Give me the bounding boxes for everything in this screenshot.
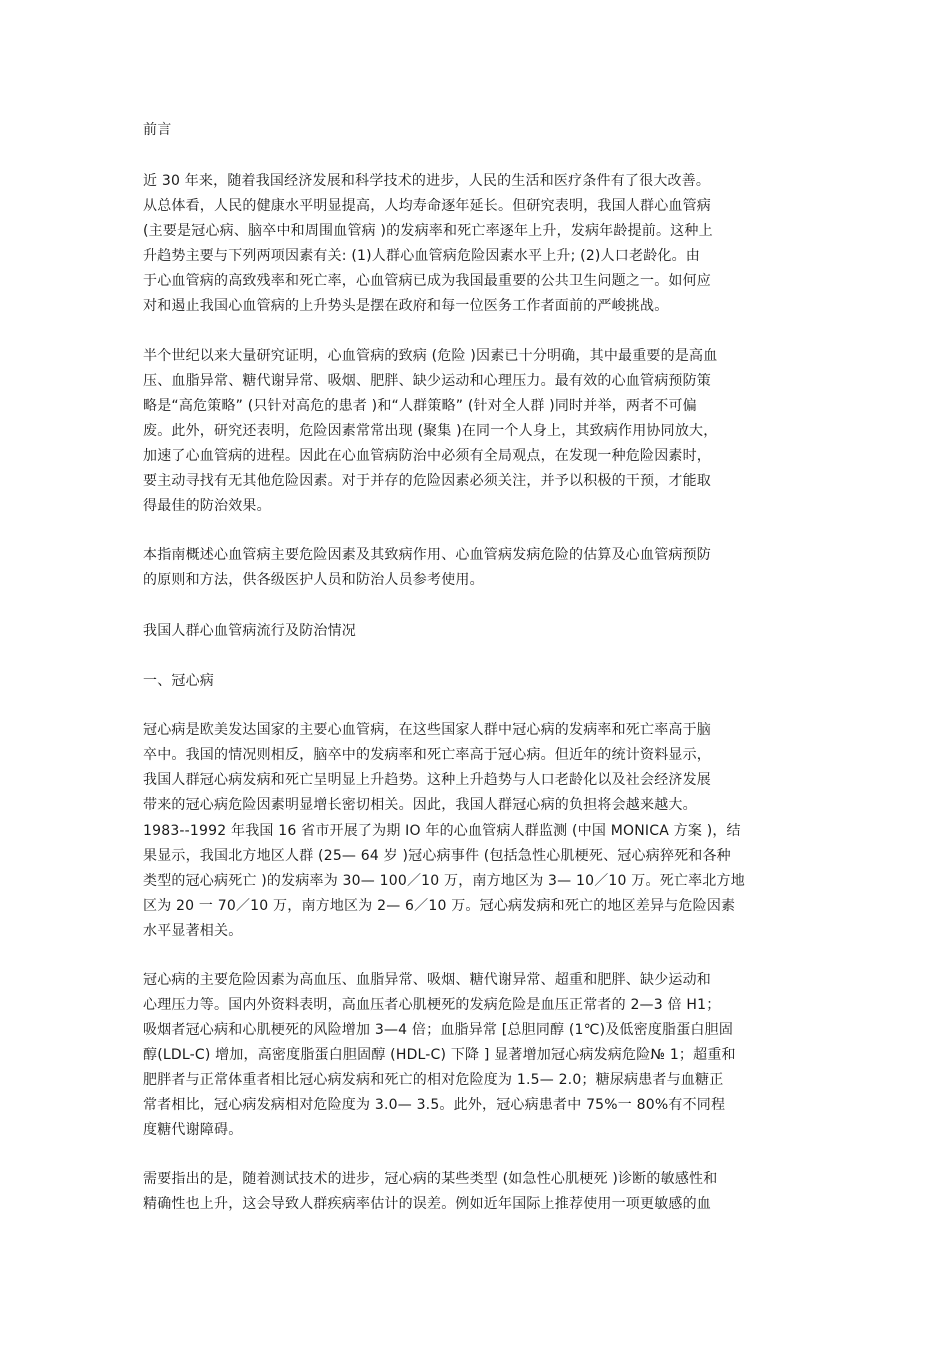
paragraph-4-line-4: 带来的冠心病危险因素明显增长密切相关。因此，我国人群冠心病的负担将会越来越大。: [143, 797, 697, 813]
paragraph-5-line-6: 常者相比，冠心病发病相对危险度为 3.0— 3.5。此外，冠心病患者中 75%一 80%有不同程: [143, 1097, 726, 1113]
paragraph-2-line-3: 略是“高危策略” (只针对高危的患者 )和“人群策略” (针对全人群 )同时并举，两者不可偏: [143, 398, 697, 414]
paragraph-2-line-6: 要主动寻找有无其他危险因素。对于并存的危险因素必须关注，并予以积极的干预，才能取: [143, 473, 711, 489]
paragraph-6-line-2: 精确性也上升，这会导致人群疾病率估计的误差。例如近年国际上推荐使用一项更敏感的血: [143, 1196, 711, 1212]
paragraph-5-line-4: 醇(LDL-C) 增加，高密度脂蛋白胆固醇 (HDL-C) 下降 ] 显著增加冠心病发病危险№ 1；超重和: [143, 1047, 736, 1063]
paragraph-4-line-9: 水平显著相关。: [143, 923, 243, 939]
paragraph-5-line-3: 吸烟者冠心病和心肌梗死的风险增加 3—4 倍；血脂异常 [总胆同醇 (1℃)及低密度脂蛋白胆固: [143, 1022, 734, 1038]
paragraph-5-line-7: 度糖代谢障碍。: [143, 1122, 243, 1138]
paragraph-3-line-1: 本指南概述心血管病主要危险因素及其致病作用、心血管病发病危险的估算及心血管病预防: [143, 547, 711, 563]
paragraph-4-line-1: 冠心病是欧美发达国家的主要心血管病，在这些国家人群中冠心病的发病率和死亡率高于脑: [143, 722, 711, 738]
paragraph-5-line-2: 心理压力等。国内外资料表明，高血压者心肌梗死的发病危险是血压正常者的 2—3 倍 H1；: [143, 997, 721, 1013]
paragraph-2-line-2: 压、血脂异常、糖代谢异常、吸烟、肥胖、缺少运动和心理压力。最有效的心血管病预防策: [143, 373, 711, 389]
paragraph-1-line-6: 对和遏止我国心血管病的上升势头是摆在政府和每一位医务工作者面前的严峻挑战。: [143, 298, 669, 314]
paragraph-5-line-1: 冠心病的主要危险因素为高血压、血脂异常、吸烟、糖代谢异常、超重和肥胖、缺少运动和: [143, 972, 711, 988]
preface-heading: 前言: [143, 122, 172, 138]
subsection-heading: 一、冠心病: [143, 673, 214, 689]
paragraph-2-line-7: 得最佳的防治效果。: [143, 498, 271, 514]
paragraph-5-line-5: 肥胖者与正常体重者相比冠心病发病和死亡的相对危险度为 1.5— 2.0；糖尿病患者与血糖正: [143, 1072, 724, 1088]
paragraph-6-line-1: 需要指出的是，随着测试技术的进步，冠心病的某些类型 (如急性心肌梗死 )诊断的敏感性和: [143, 1171, 718, 1187]
paragraph-4-line-7: 类型的冠心病死亡 )的发病率为 30— 100／10 万，南方地区为 3— 10／10 万。死亡率北方地: [143, 873, 745, 889]
paragraph-1-line-1: 近 30 年来，随着我国经济发展和科学技术的进步，人民的生活和医疗条件有了很大改善。: [143, 173, 711, 189]
paragraph-4-line-5: 1983--1992 年我国 16 省市开展了为期 IO 年的心血管病人群监测 (中国 MONICA 方案 )，结: [143, 823, 741, 839]
paragraph-1-line-2: 从总体看，人民的健康水平明显提高，人均寿命逐年延长。但研究表明，我国人群心血管病: [143, 198, 711, 214]
paragraph-2-line-4: 废。此外，研究还表明，危险因素常常出现 (聚集 )在同一个人身上，其致病作用协同放大，: [143, 423, 718, 439]
paragraph-4-line-6: 果显示，我国北方地区人群 (25— 64 岁 )冠心病事件 (包括急性心肌梗死、冠心病猝死和各种: [143, 848, 731, 864]
paragraph-4-line-3: 我国人群冠心病发病和死亡呈明显上升趋势。这种上升趋势与人口老龄化以及社会经济发展: [143, 772, 711, 788]
paragraph-4-line-2: 卒中。我国的情况则相反，脑卒中的发病率和死亡率高于冠心病。但近年的统计资料显示，: [143, 747, 711, 763]
paragraph-2-line-1: 半个世纪以来大量研究证明，心血管病的致病 (危险 )因素已十分明确，其中最重要的是高血: [143, 348, 718, 364]
paragraph-2-line-5: 加速了心血管病的进程。因此在心血管病防治中必须有全局观点，在发现一种危险因素时，: [143, 448, 711, 464]
paragraph-4-line-8: 区为 20 一 70／10 万，南方地区为 2— 6／10 万。冠心病发病和死亡的地区差异与危险因素: [143, 898, 736, 914]
paragraph-1-line-3: (主要是冠心病、脑卒中和周围血管病 )的发病率和死亡率逐年上升，发病年龄提前。这种上: [143, 223, 713, 239]
paragraph-1-line-4: 升趋势主要与下列两项因素有关: (1)人群心血管病危险因素水平上升; (2)人口老龄化。由: [143, 248, 700, 264]
paragraph-1-line-5: 于心血管病的高致残率和死亡率，心血管病已成为我国最重要的公共卫生问题之一。如何应: [143, 273, 711, 289]
paragraph-3-line-2: 的原则和方法，供各级医护人员和防治人员参考使用。: [143, 572, 484, 588]
section-heading: 我国人群心血管病流行及防治情况: [143, 623, 356, 639]
